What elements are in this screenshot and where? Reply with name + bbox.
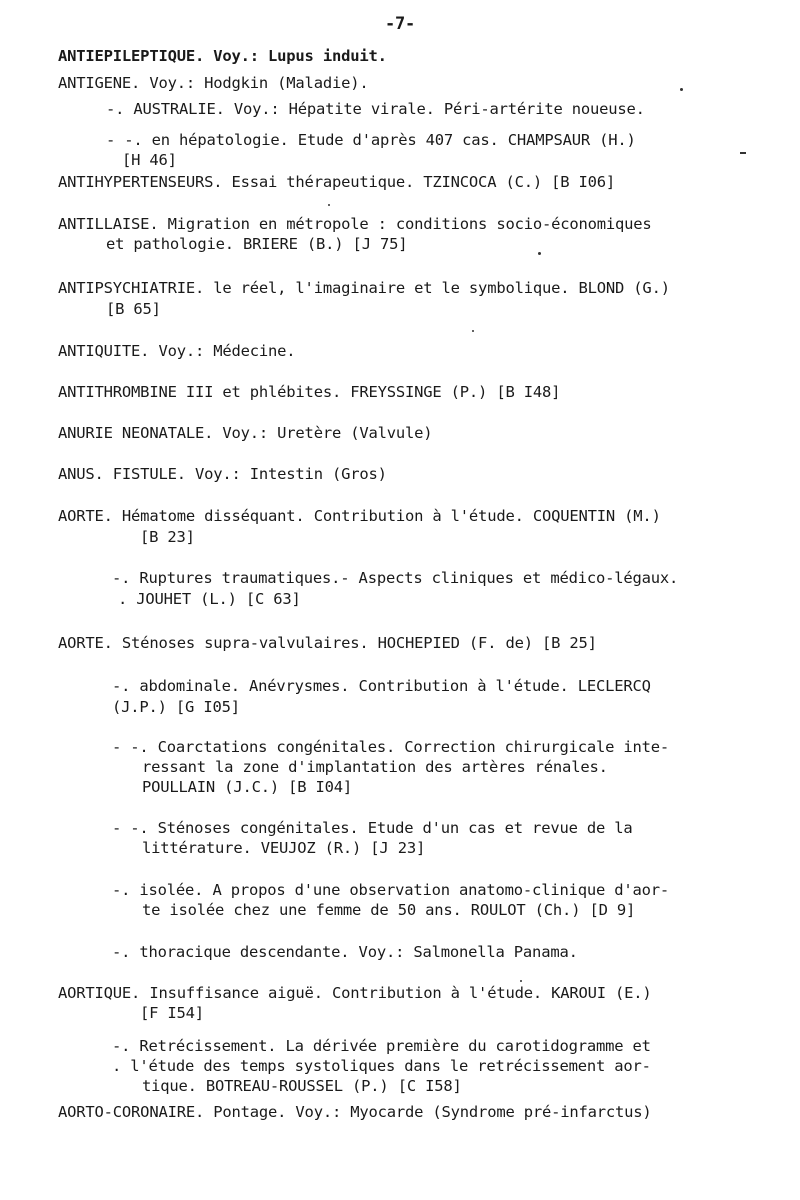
index-entry-continuation: POULLAIN (J.C.) [B I04]: [142, 778, 353, 796]
index-subentry: -. AUSTRALIE. Voy.: Hépatite virale. Péri-artérite noueuse.: [106, 100, 645, 118]
index-entry-continuation: (J.P.) [G I05]: [112, 698, 240, 716]
index-entry: AORTE. Hématome disséquant. Contribution à l'étude. COQUENTIN (M.): [58, 507, 661, 525]
index-reference: [F I54]: [140, 1004, 204, 1022]
scan-speck: [328, 204, 330, 206]
scan-speck: [520, 980, 522, 982]
index-entry-continuation: . l'étude des temps systoliques dans le retrécissement aor-: [112, 1057, 651, 1075]
index-reference: [B 23]: [140, 528, 195, 546]
page-number: -7-: [384, 14, 416, 34]
index-entry-continuation: . JOUHET (L.) [C 63]: [118, 590, 301, 608]
index-entry-continuation: ressant la zone d'implantation des artères rénales.: [142, 758, 608, 776]
index-reference: [H 46]: [122, 151, 177, 169]
index-entry-continuation: et pathologie. BRIERE (B.) [J 75]: [106, 235, 408, 253]
index-subentry: -. thoracique descendante. Voy.: Salmonella Panama.: [112, 943, 578, 961]
index-subentry: - -. Sténoses congénitales. Etude d'un cas et revue de la: [112, 819, 633, 837]
index-entry: AORTE. Sténoses supra-valvulaires. HOCHEPIED (F. de) [B 25]: [58, 634, 597, 652]
index-subentry: -. abdominale. Anévrysmes. Contribution à l'étude. LECLERCQ: [112, 677, 651, 695]
index-entry: ANTIPSYCHIATRIE. le réel, l'imaginaire et le symbolique. BLOND (G.): [58, 279, 670, 297]
index-entry: ANTITHROMBINE III et phlébites. FREYSSINGE (P.) [B I48]: [58, 383, 561, 401]
index-entry: ANTIHYPERTENSEURS. Essai thérapeutique. TZINCOCA (C.) [B I06]: [58, 173, 616, 191]
index-entry: AORTIQUE. Insuffisance aiguë. Contribution à l'étude. KAROUI (E.): [58, 984, 652, 1002]
index-subentry: -. Retrécissement. La dérivée première du carotidogramme et: [112, 1037, 651, 1055]
index-entry: ANUS. FISTULE. Voy.: Intestin (Gros): [58, 465, 387, 483]
index-entry: ANTIGENE. Voy.: Hodgkin (Maladie).: [58, 74, 369, 92]
scan-speck: [538, 252, 541, 255]
index-subentry: - -. Coarctations congénitales. Correction chirurgicale inte-: [112, 738, 670, 756]
scan-speck: [740, 152, 746, 154]
index-subentry: -. Ruptures traumatiques.- Aspects cliniques et médico-légaux.: [112, 569, 679, 587]
index-entry: ANTIEPILEPTIQUE. Voy.: Lupus induit.: [58, 47, 387, 65]
index-entry: ANURIE NEONATALE. Voy.: Uretère (Valvule): [58, 424, 433, 442]
index-entry: ANTIQUITE. Voy.: Médecine.: [58, 342, 296, 360]
index-entry-continuation: te isolée chez une femme de 50 ans. ROULOT (Ch.) [D 9]: [142, 901, 636, 919]
index-entry-continuation: littérature. VEUJOZ (R.) [J 23]: [142, 839, 426, 857]
scan-speck: [472, 330, 474, 332]
scan-speck: [680, 88, 683, 91]
index-subentry: - -. en hépatologie. Etude d'après 407 cas. CHAMPSAUR (H.): [106, 131, 636, 149]
index-entry: AORTO-CORONAIRE. Pontage. Voy.: Myocarde (Syndrome pré-infarctus): [58, 1103, 652, 1121]
index-reference: [B 65]: [106, 300, 161, 318]
index-entry: ANTILLAISE. Migration en métropole : conditions socio-économiques: [58, 215, 652, 233]
index-subentry: -. isolée. A propos d'une observation anatomo-clinique d'aor-: [112, 881, 670, 899]
index-entry-continuation: tique. BOTREAU-ROUSSEL (P.) [C I58]: [142, 1077, 462, 1095]
